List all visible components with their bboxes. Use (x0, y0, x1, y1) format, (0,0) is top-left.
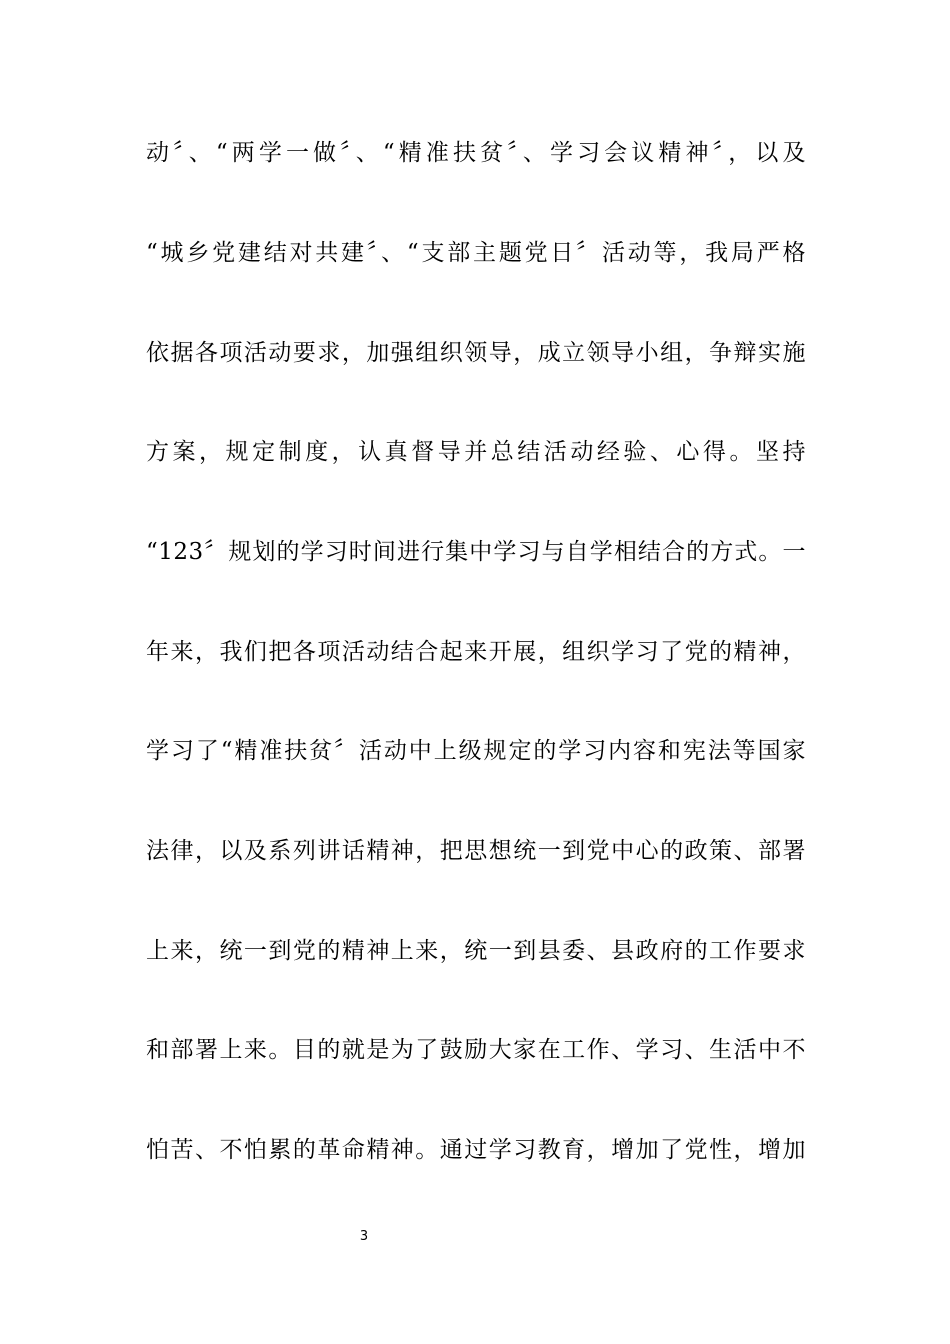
body-text-line: 法律，以及系列讲话精神，把思想统一到党中心的政策、部署 (146, 838, 806, 864)
body-text-line: 怕苦、不怕累的革命精神。通过学习教育，增加了党性，增加 (146, 1137, 806, 1163)
body-text-line: 年来，我们把各项活动结合起来开展，组织学习了党的精神， (146, 639, 806, 665)
body-text-line: 方案，规定制度，认真督导并总结活动经验、心得。坚持 (146, 439, 806, 465)
body-text-line: 学习了“精准扶贫〞活动中上级规定的学习内容和宪法等国家 (146, 738, 806, 764)
body-text-line: 上来，统一到党的精神上来，统一到县委、县政府的工作要求 (146, 938, 806, 964)
body-text-line: 依据各项活动要求，加强组织领导，成立领导小组，争辩实施 (146, 340, 806, 366)
body-text-line: “城乡党建结对共建〞、“支部主题党日〞活动等，我局严格 (146, 240, 806, 266)
body-text-line: 和部署上来。目的就是为了鼓励大家在工作、学习、生活中不 (146, 1037, 806, 1063)
page-number: 3 (359, 1229, 369, 1244)
body-text-line: “123〞规划的学习时间进行集中学习与自学相结合的方式。一 (146, 539, 806, 565)
body-text-line: 动〞、“两学一做〞、“精准扶贫〞、学习会议精神〞，以及 (146, 140, 806, 166)
